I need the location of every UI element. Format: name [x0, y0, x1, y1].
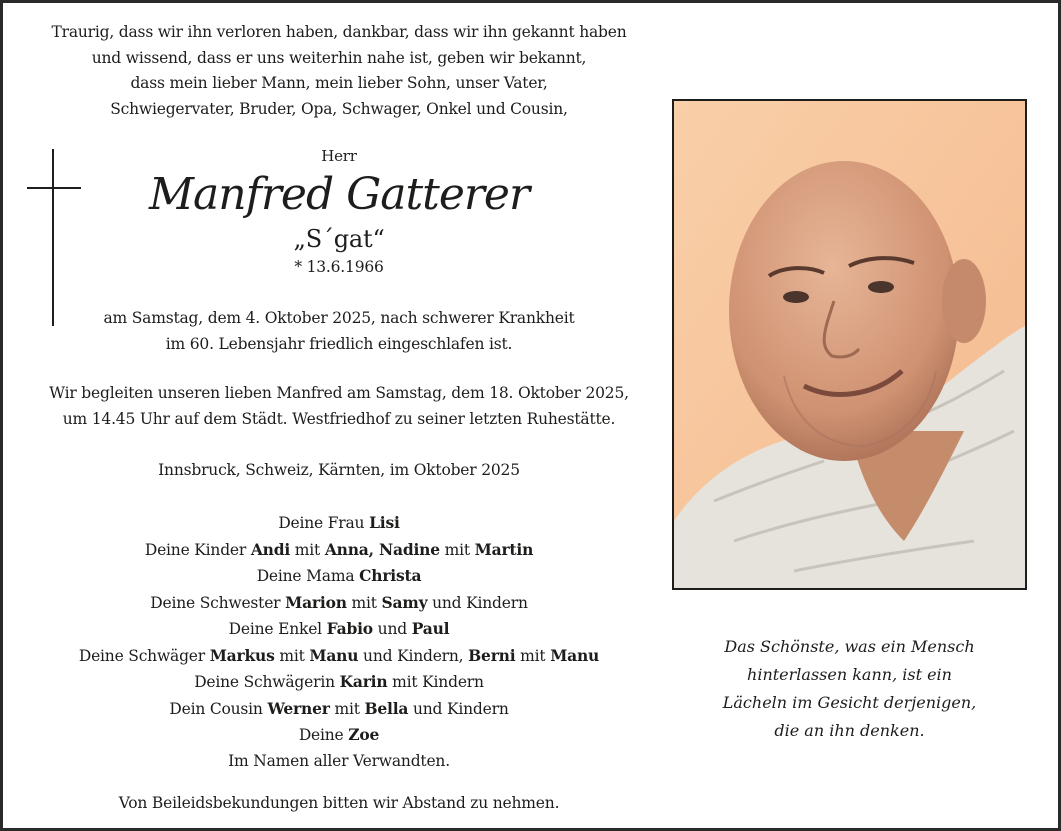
- birth-date: * 13.6.1966: [294, 258, 384, 276]
- quote-line: Lächeln im Gesicht derjenigen,: [722, 693, 977, 712]
- place-date: Innsbruck, Schweiz, Kärnten, im Oktober 2025: [158, 461, 520, 479]
- mourner-line: Deine Enkel Fabio und Paul: [228, 619, 450, 638]
- quote-line: die an ihn denken.: [774, 721, 925, 740]
- intro-text: [9, 20, 669, 122]
- mourner-line: Deine Schwester Marion mit Samy und Kindern: [150, 592, 528, 612]
- mourners-list: [9, 510, 669, 774]
- mourner-line: Deine Frau Lisi: [278, 513, 400, 532]
- mourner-line: Im Namen aller Verwandten.: [228, 751, 450, 770]
- closing-note: Von Beileidsbekundungen bitten wir Abstand zu nehmen.: [118, 794, 560, 812]
- intro-line: dass mein lieber Mann, mein lieber Sohn, unser Vater,: [130, 74, 548, 92]
- quote-line: hinterlassen kann, ist ein: [747, 665, 952, 684]
- death-notice: [9, 306, 669, 357]
- mourner-line: Deine Schwäger Markus mit Manu und Kindern, Berni mit Manu: [78, 645, 600, 665]
- portrait-photo: [672, 99, 1027, 590]
- deceased-name: Manfred Gatterer: [148, 169, 530, 220]
- nickname: „S´gat“: [293, 225, 385, 253]
- funeral-line: Wir begleiten unseren lieben Manfred am Samstag, dem 18. Oktober 2025,: [49, 384, 629, 402]
- memorial-quote: [672, 633, 1027, 745]
- mourner-line: Deine Schwägerin Karin mit Kindern: [194, 672, 484, 691]
- intro-line: und wissend, dass er uns weiterhin nahe ist, geben wir bekannt,: [91, 48, 587, 67]
- quote-line: Das Schönste, was ein Mensch: [724, 637, 975, 656]
- mourner-line: Dein Cousin Werner mit Bella und Kindern: [169, 698, 509, 718]
- mourner-line: Deine Mama Christa: [256, 566, 422, 585]
- death-line: im 60. Lebensjahr friedlich eingeschlafen ist.: [165, 334, 513, 353]
- intro-line: Traurig, dass wir ihn verloren haben, dankbar, dass wir ihn gekannt haben: [51, 23, 627, 41]
- salutation: Herr: [321, 147, 357, 165]
- mourner-line: Deine Zoe: [298, 725, 380, 744]
- mourner-line: Deine Kinder Andi mit Anna, Nadine mit Martin: [144, 539, 534, 559]
- funeral-notice: [9, 381, 669, 432]
- intro-line: Schwiegervater, Bruder, Opa, Schwager, Onkel und Cousin,: [110, 99, 568, 118]
- funeral-line: um 14.45 Uhr auf dem Städt. Westfriedhof zu seiner letzten Ruhestätte.: [62, 409, 616, 428]
- death-line: am Samstag, dem 4. Oktober 2025, nach schwerer Krankheit: [103, 309, 575, 327]
